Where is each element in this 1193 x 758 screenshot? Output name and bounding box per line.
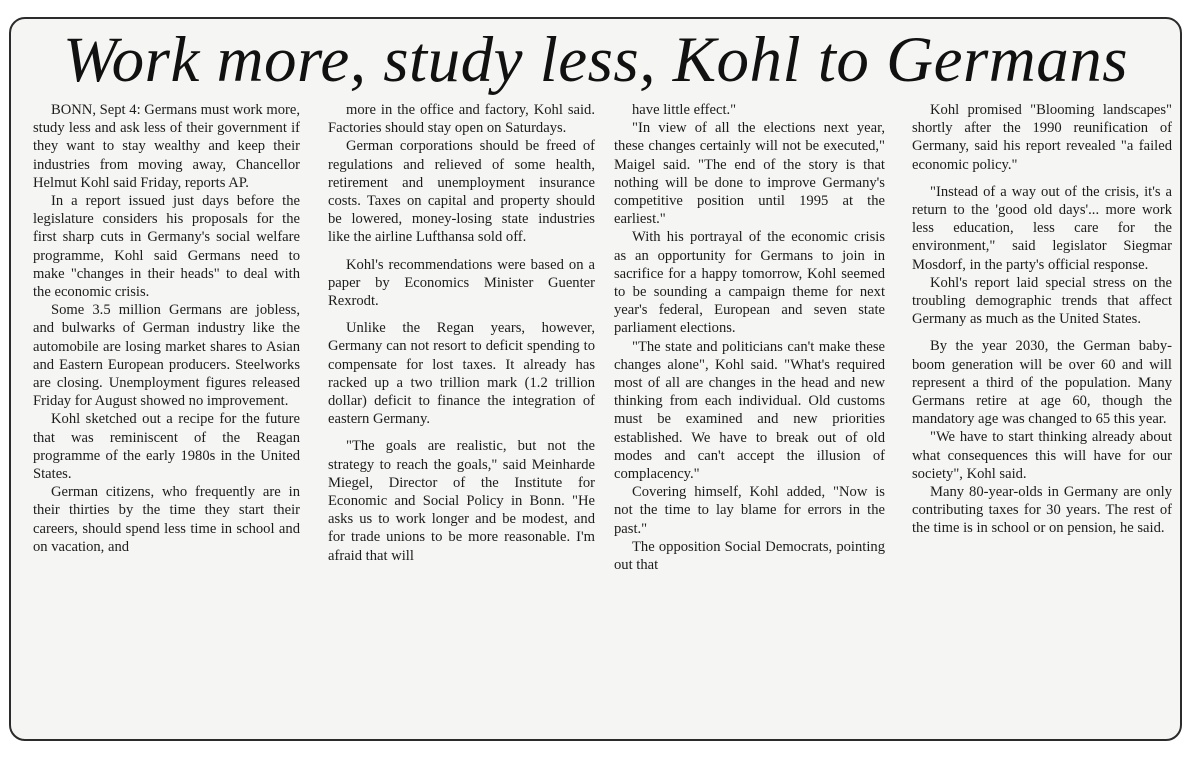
paragraph: Kohl's recommendations were based on a paper by Economics Minister Guenter Rexrodt.: [328, 256, 595, 310]
paragraph: "In view of all the elections next year, these changes certainly will not be executed," Maigel said. "The end of the story is that nothing will be done to improve Germany's competitive position until 1995 at the earliest.": [614, 120, 885, 228]
article-column-1: [33, 101, 300, 556]
paragraph: Kohl's report laid special stress on the troubling demographic trends that affect Germany as much as the United States.: [912, 274, 1172, 328]
article-column-4: [912, 101, 1172, 538]
paragraph: Kohl sketched out a recipe for the future that was reminiscent of the Reagan programme of the early 1980s in the United States.: [33, 411, 300, 483]
paragraph: Many 80-year-olds in Germany are only contributing taxes for 30 years. The rest of the time is in school or on pension, he said.: [912, 484, 1172, 537]
newspaper-clipping: [9, 17, 1182, 741]
paragraph: "Instead of a way out of the crisis, it's a return to the 'good old days'... more work less education, less care for the environment," said legislator Siegmar Mosdorf, in the party's official response.: [912, 183, 1172, 273]
paragraph: Covering himself, Kohl added, "Now is not the time to lay blame for errors in the past.": [614, 484, 885, 537]
paragraph: "The state and politicians can't make these changes alone", Kohl said. "What's required most of all are changes in the head and new thinking from each individual. Old customs must be examined and new priorities established. We have to break out of old modes and can't accept the illusion of complacency.": [614, 338, 885, 483]
paragraph: Unlike the Regan years, however, Germany can not resort to deficit spending to compensate for lost taxes. It already has racked up a two trillion mark (1.2 trillion dollar) deficit to finance the integration of eastern Germany.: [328, 320, 595, 428]
paragraph: The opposition Social Democrats, pointing out that: [614, 538, 885, 574]
paragraph: German citizens, who frequently are in their thirties by the time they start their careers, should spend less time in school and on vacation, and: [33, 484, 300, 555]
previous-article-strip: [0, 0, 1193, 8]
paragraph: By the year 2030, the German baby-boom generation will be over 60 and will represent a third of the population. Many Germans retire at age 60, though the mandatory age was changed to 65 this year.: [912, 338, 1172, 428]
paragraph: Some 3.5 million Germans are jobless, and bulwarks of German industry like the automobile are losing market shares to Asian and Eastern European producers. Steelworks are closing. Unemployment figures released Friday for August showed no improvement.: [33, 302, 300, 410]
paragraph: "The goals are realistic, but not the strategy to reach the goals," said Meinharde Miegel, Director of the Institute for Economic and Social Policy in Bonn. "He asks us to work longer and be modest, and for trade unions to be more reasonable. I'm afraid that will: [328, 438, 595, 564]
paragraph: In a report issued just days before the legislature considers his proposals for the first sharp cuts in Germany's social welfare programme, Kohl said Germans need to make "changes in their heads" to deal with the economic crisis.: [33, 193, 300, 301]
paragraph: With his portrayal of the economic crisis as an opportunity for Germans to join in sacrifice for a happy tomorrow, Kohl seemed to be sounding a campaign theme for next year's federal, European and seven state parliament elections.: [614, 229, 885, 337]
headline: Work more, study less, Kohl to Germans: [63, 24, 1128, 96]
paragraph: more in the office and factory, Kohl said. Factories should stay open on Saturdays.: [328, 102, 595, 137]
paragraph: Kohl promised "Blooming landscapes" shortly after the 1990 reunification of Germany, said his report revealed "a failed economic policy.": [912, 102, 1172, 173]
paragraph: "We have to start thinking already about what consequences this will have for our society", Kohl said.: [912, 429, 1172, 482]
article-column-3: [614, 101, 885, 574]
article-column-2: [328, 101, 595, 565]
paragraph: German corporations should be freed of regulations and relieved of some health, retirement and unemployment insurance costs. Taxes on capital and property should be lowered, money-losing state industries like the airline Lufthansa sold off.: [328, 138, 595, 246]
paragraph: have little effect.": [632, 102, 737, 118]
paragraph: BONN, Sept 4: Germans must work more, study less and ask less of their government if they want to stay wealthy and keep their industries from moving away, Chancellor Helmut Kohl said Friday, reports AP.: [33, 102, 300, 191]
